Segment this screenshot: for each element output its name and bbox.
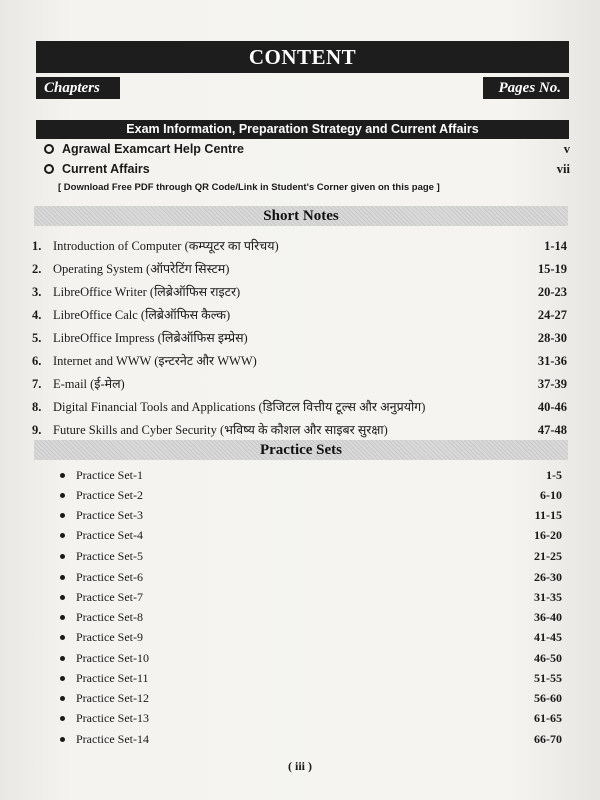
chapter-number: 8. [32, 400, 42, 414]
practice-set-pages: 26-30 [534, 570, 562, 584]
chapter-number: 1. [32, 239, 42, 253]
chapter-number: 3. [32, 285, 42, 299]
chapter-pages: 1-14 [544, 239, 567, 253]
ring-bullet-icon [44, 164, 54, 174]
download-note: [ Download Free PDF through QR Code/Link in Student's Corner given on this page ] [58, 182, 440, 193]
practice-set-row [60, 465, 562, 485]
practice-set-pages: 6-10 [540, 488, 562, 502]
chapter-number: 9. [32, 423, 42, 437]
bullet-icon [60, 656, 65, 661]
practice-set-row [60, 567, 562, 587]
exam-item-label: Current Affairs [62, 162, 150, 176]
chapter-row [32, 236, 567, 256]
bullet-icon [60, 615, 65, 620]
page-number: ( iii ) [288, 759, 312, 773]
bullet-icon [60, 716, 65, 721]
practice-set-label: Practice Set-5 [76, 549, 143, 563]
chapter-row [32, 351, 567, 371]
practice-set-pages: 16-20 [534, 528, 562, 542]
chapter-title: Future Skills and Cyber Security (भविष्य के कौशल और साइबर सुरक्षा) [53, 423, 388, 437]
practice-set-pages: 31-35 [534, 590, 562, 604]
chapter-title: LibreOffice Writer (लिब्रेऑफिस राइटर) [53, 285, 241, 299]
ring-bullet-icon [44, 144, 54, 154]
bullet-icon [60, 635, 65, 640]
practice-set-row [60, 525, 562, 545]
bullet-icon [60, 595, 65, 600]
practice-set-label: Practice Set-12 [76, 691, 149, 705]
chapter-pages: 40-46 [537, 400, 567, 414]
chapter-number: 4. [32, 308, 42, 322]
chapter-row [32, 259, 567, 279]
practice-set-pages: 21-25 [534, 549, 562, 563]
chapter-title: LibreOffice Calc (लिब्रेऑफिस कैल्क) [53, 308, 231, 322]
bullet-icon [60, 554, 65, 559]
exam-item [44, 140, 570, 158]
practice-set-pages: 36-40 [534, 610, 562, 624]
practice-set-pages: 1-5 [546, 468, 562, 482]
practice-set-row [60, 708, 562, 728]
short-notes-heading [34, 206, 568, 226]
chapter-number: 2. [32, 262, 42, 276]
chapter-pages: 20-23 [537, 285, 567, 299]
bullet-icon [60, 676, 65, 681]
practice-set-row [60, 485, 562, 505]
practice-set-label: Practice Set-9 [76, 630, 143, 644]
exam-item [44, 160, 570, 178]
practice-set-label: Practice Set-11 [76, 671, 149, 685]
chapter-pages: 31-36 [537, 354, 567, 368]
chapter-title: LibreOffice Impress (लिब्रेऑफिस इम्प्रेस) [53, 331, 248, 345]
chapter-row [32, 282, 567, 302]
practice-set-row [60, 546, 562, 566]
chapter-title: E-mail (ई-मेल) [53, 377, 125, 391]
practice-set-label: Practice Set-6 [76, 570, 143, 584]
chapter-title: Digital Financial Tools and Applications (डिजिटल वित्तीय टूल्स और अनुप्रयोग) [53, 400, 426, 414]
chapter-pages: 15-19 [537, 262, 567, 276]
practice-set-pages: 46-50 [534, 651, 562, 665]
chapter-title: Introduction of Computer (कम्प्यूटर का परिचय) [53, 239, 279, 253]
practice-set-row [60, 627, 562, 647]
practice-set-pages: 11-15 [534, 508, 562, 522]
practice-set-pages: 66-70 [534, 732, 562, 746]
chapter-row [32, 305, 567, 325]
chapter-pages: 47-48 [537, 423, 567, 437]
practice-set-label: Practice Set-14 [76, 732, 149, 746]
chapter-number: 7. [32, 377, 42, 391]
practice-set-label: Practice Set-13 [76, 711, 149, 725]
chapter-row [32, 328, 567, 348]
practice-set-pages: 56-60 [534, 691, 562, 705]
short-notes-title: Short Notes [263, 208, 339, 224]
practice-set-label: Practice Set-4 [76, 528, 143, 542]
bullet-icon [60, 696, 65, 701]
exam-section-heading: Exam Information, Preparation Strategy and Current Affairs [36, 120, 569, 139]
chapter-number: 5. [32, 331, 42, 345]
bullet-icon [60, 533, 65, 538]
practice-set-row [60, 688, 562, 708]
exam-item-page: v [563, 142, 570, 156]
practice-set-row [60, 668, 562, 688]
practice-set-row [60, 587, 562, 607]
practice-set-label: Practice Set-10 [76, 651, 149, 665]
chapter-title: Internet and WWW (इन्टरनेट और WWW) [53, 354, 257, 368]
exam-item-label: Agrawal Examcart Help Centre [62, 142, 245, 156]
practice-set-row [60, 648, 562, 668]
chapter-pages: 24-27 [537, 308, 567, 322]
practice-set-row [60, 607, 562, 627]
chapter-pages: 28-30 [537, 331, 567, 345]
practice-sets-title: Practice Sets [259, 442, 343, 458]
practice-set-row [60, 505, 562, 525]
bullet-icon [60, 513, 65, 518]
bullet-icon [60, 737, 65, 742]
chapter-number: 6. [32, 354, 42, 368]
practice-set-label: Practice Set-3 [76, 508, 143, 522]
practice-set-label: Practice Set-2 [76, 488, 143, 502]
practice-set-label: Practice Set-7 [76, 590, 143, 604]
bullet-icon [60, 473, 65, 478]
chapters-label: Chapters [36, 77, 120, 99]
chapter-title: Operating System (ऑपरेटिंग सिस्टम) [53, 262, 230, 276]
practice-set-pages: 41-45 [534, 630, 562, 644]
chapter-row [32, 374, 567, 394]
practice-set-label: Practice Set-1 [76, 468, 143, 482]
practice-sets-heading [34, 440, 568, 460]
chapter-pages: 37-39 [537, 377, 567, 391]
bullet-icon [60, 493, 65, 498]
bullet-icon [60, 575, 65, 580]
practice-set-pages: 51-55 [534, 671, 562, 685]
page-title: CONTENT [36, 41, 569, 73]
practice-set-pages: 61-65 [534, 711, 562, 725]
pages-label: Pages No. [483, 77, 569, 99]
chapter-row [32, 420, 567, 440]
practice-set-label: Practice Set-8 [76, 610, 143, 624]
practice-set-row [60, 729, 562, 749]
exam-item-page: vii [556, 162, 570, 176]
chapter-row [32, 397, 567, 417]
